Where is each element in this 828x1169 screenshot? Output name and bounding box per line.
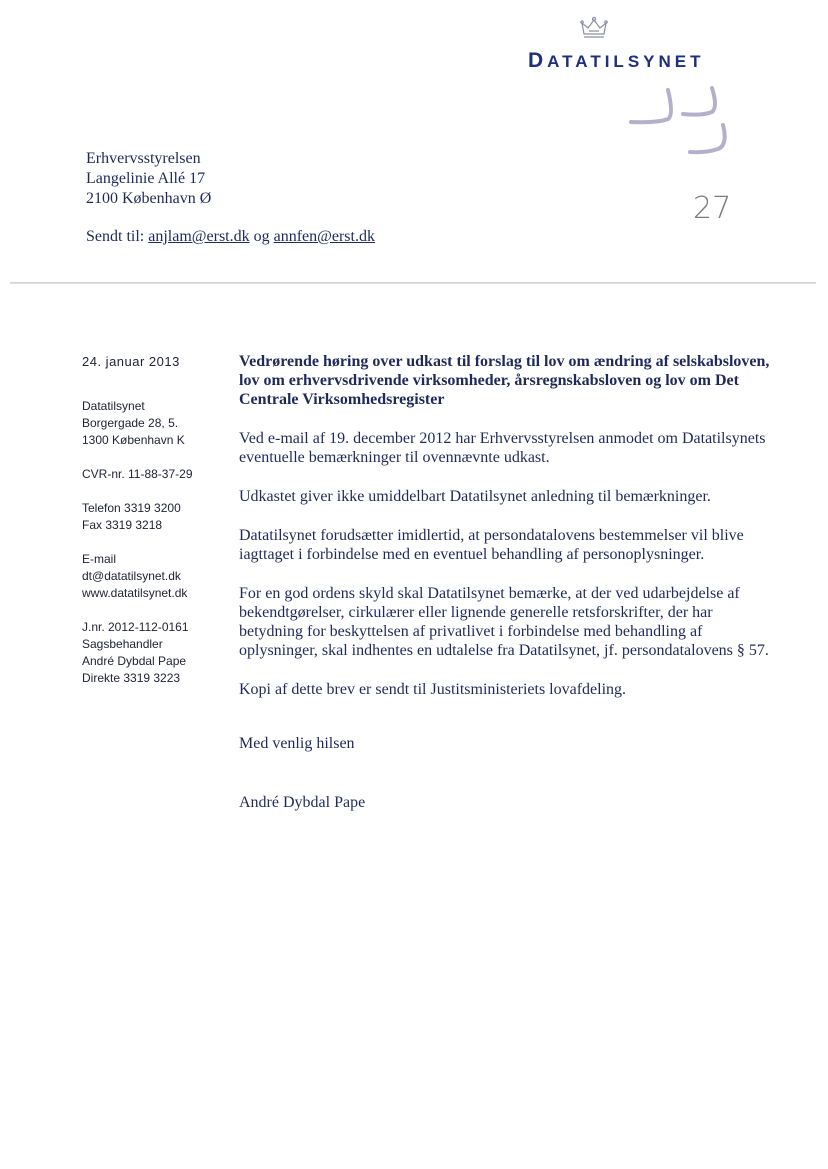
signature-name: André Dybdal Pape [239,794,366,811]
crown-logo-icon [580,16,608,42]
sender-email[interactable]: dt@datatilsynet.dk [82,569,181,583]
divider [10,282,816,284]
recipient-city: 2100 København Ø [86,190,212,207]
sender-sidebar [82,353,222,687]
brand-logo-text: DATATILSYNET [528,49,705,72]
sender-website[interactable]: www.datatilsynet.dk [82,586,188,600]
recipient-name: Erhvervsstyrelsen [86,150,201,167]
direct-phone: Direkte 3319 3223 [82,671,181,685]
recipient-street: Langelinie Allé 17 [86,170,206,187]
letter-date: 24. januar 2013 [82,354,180,369]
closing-greeting: Med venlig hilsen [239,735,355,752]
sender-org: Datatilsynet [82,399,145,413]
letter-subject: Vedrørende høring over udkast til forslag til lov om ændring af selskabsloven, lov om erhvervsdrivende virksomheder, årsregnskabsloven og lov om Det Centrale Virksomhedsregister [239,353,770,408]
phone-number: Telefon 3319 3200 [82,501,181,515]
conjunction-text: og [253,228,270,245]
fax-number: Fax 3319 3218 [82,518,163,532]
cvr-number: CVR-nr. 11-88-37-29 [82,467,193,481]
case-number: J.nr. 2012-112-0161 [82,620,189,634]
email-link-2[interactable]: annfen@erst.dk [273,228,375,245]
case-handler-label: Sagsbehandler [82,637,163,651]
paragraph-5: Kopi af dette brev er sendt til Justitsministeriets lovafdeling. [239,681,627,698]
sender-city: 1300 København K [82,433,185,447]
letter-body [239,352,779,812]
handwritten-marks [628,85,738,160]
recipient-address [86,149,211,209]
case-handler-name: André Dybdal Pape [82,654,187,668]
handwritten-page-number: 27 [693,191,732,226]
sent-to-label: Sendt til: [86,228,145,245]
paragraph-1: Ved e-mail af 19. december 2012 har Erhvervsstyrelsen anmodet om Datatilsynets eventuelle bemærkninger til ovennævnte udkast. [239,430,766,466]
paragraph-4: For en god ordens skyld skal Datatilsynet bemærke, at der ved udarbejdelse af bekendtgørelser, cirkulærer eller lignende generelle retsforskrifter, der har betydning for beskyttelsen af privatlivet i forbindelse med behandling af oplysninger, skal indhentes en udtalelse fra Datatilsynet, jf. persondatalovens § 57. [239,585,769,659]
paragraph-3: Datatilsynet forudsætter imidlertid, at persondatalovens bestemmelser vil blive iagttaget i forbindelse med en eventuel behandling af personoplysninger. [239,527,744,563]
paragraph-2: Udkastet giver ikke umiddelbart Datatilsynet anledning til bemærkninger. [239,488,711,505]
sent-to-line [86,228,375,246]
email-label: E-mail [82,552,117,566]
email-link-1[interactable]: anjlam@erst.dk [148,228,250,245]
sender-street: Borgergade 28, 5. [82,416,179,430]
